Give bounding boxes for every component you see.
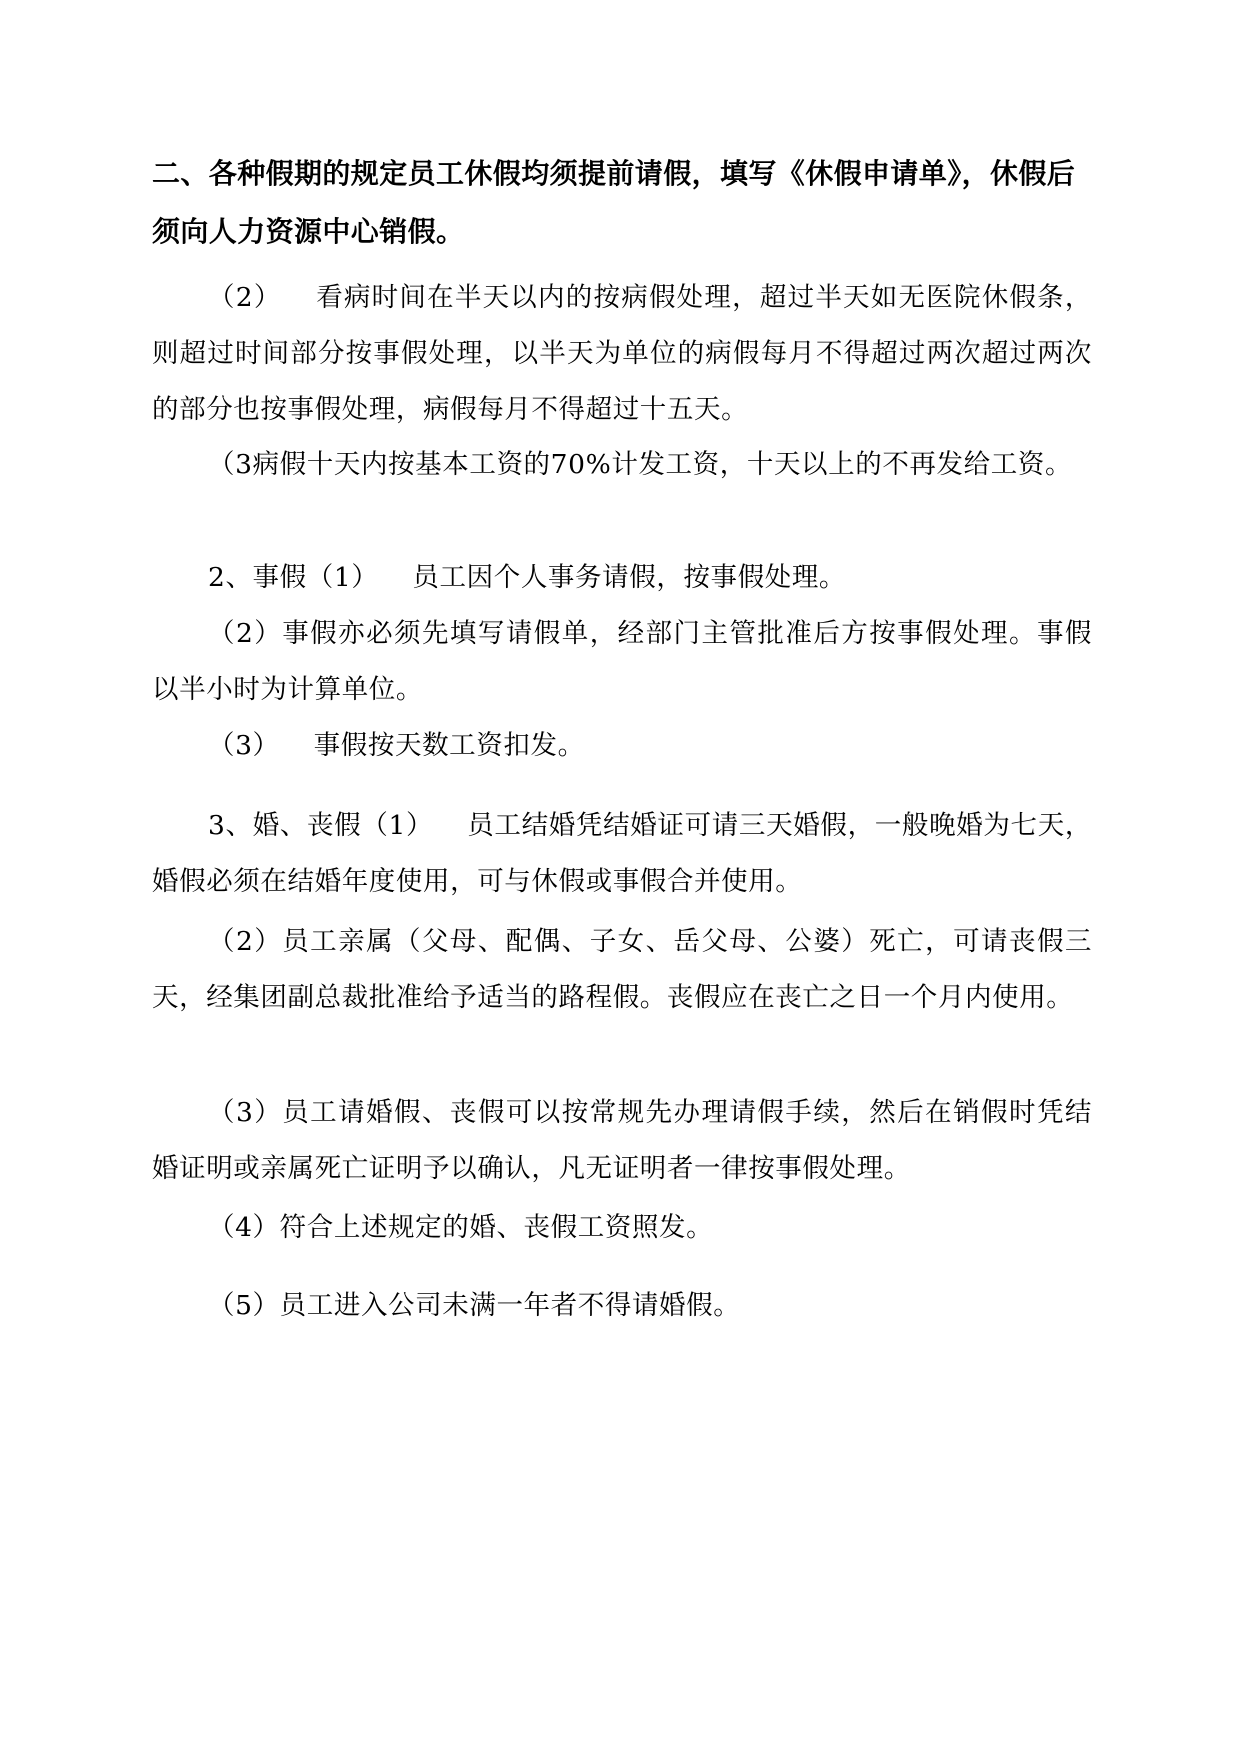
paragraph-text: 事假按天数工资扣发。 — [313, 730, 585, 761]
paragraph-lead: （2） — [208, 282, 282, 313]
paragraph-marriage-leave-eligibility — [152, 1278, 1092, 1334]
paragraph-personal-leave-application — [152, 606, 1092, 718]
paragraph-lead: 3、婚、丧假（1） — [208, 810, 434, 841]
paragraph-lead: （3） — [208, 730, 280, 761]
paragraph-marriage-leave — [152, 798, 1092, 910]
paragraph-text: （2）事假亦必须先填写请假单，经部门主管批准后方按事假处理。事假以半小时为计算单位。 — [152, 618, 1092, 705]
paragraph-sick-leave-pay — [152, 437, 1092, 493]
paragraph-text: （5）员工进入公司未满一年者不得请婚假。 — [208, 1290, 741, 1321]
paragraph-lead: 2、事假（1） — [208, 562, 379, 593]
paragraph-leave-procedure — [152, 1085, 1092, 1197]
paragraph-text: （3病假十天内按基本工资的70%计发工资，十天以上的不再发给工资。 — [208, 449, 1073, 480]
section-heading: 二、各种假期的规定员工休假均须提前请假，填写《休假申请单》，休假后须向人力资源中心销假。 — [152, 157, 1076, 248]
paragraph-sick-leave-half-day — [152, 270, 1092, 438]
paragraph-leave-pay — [152, 1200, 1092, 1256]
paragraph-text: 员工因个人事务请假，按事假处理。 — [412, 562, 847, 593]
paragraph-text: （4）符合上述规定的婚、丧假工资照发。 — [208, 1212, 714, 1243]
paragraph-personal-leave-deduction — [152, 718, 1092, 774]
paragraph-text: （2）员工亲属（父母、配偶、子女、岳父母、公婆）死亡，可请丧假三天，经集团副总裁批准给予适当的路程假。丧假应在丧亡之日一个月内使用。 — [152, 926, 1092, 1013]
paragraph-bereavement-leave — [152, 914, 1092, 1026]
paragraph-text: 员工结婚凭结婚证可请三天婚假，一般晚婚为七天，婚假必须在结婚年度使用，可与休假或事假合并使用。 — [152, 810, 1092, 897]
paragraph-text: 看病时间在半天以内的按病假处理，超过半天如无医院休假条，则超过时间部分按事假处理，以半天为单位的病假每月不得超过两次超过两次的部分也按事假处理，病假每月不得超过十五天。 — [152, 282, 1092, 425]
paragraph-text: （3）员工请婚假、丧假可以按常规先办理请假手续，然后在销假时凭结婚证明或亲属死亡证明予以确认，凡无证明者一律按事假处理。 — [152, 1097, 1092, 1184]
paragraph-personal-leave — [152, 550, 1092, 606]
